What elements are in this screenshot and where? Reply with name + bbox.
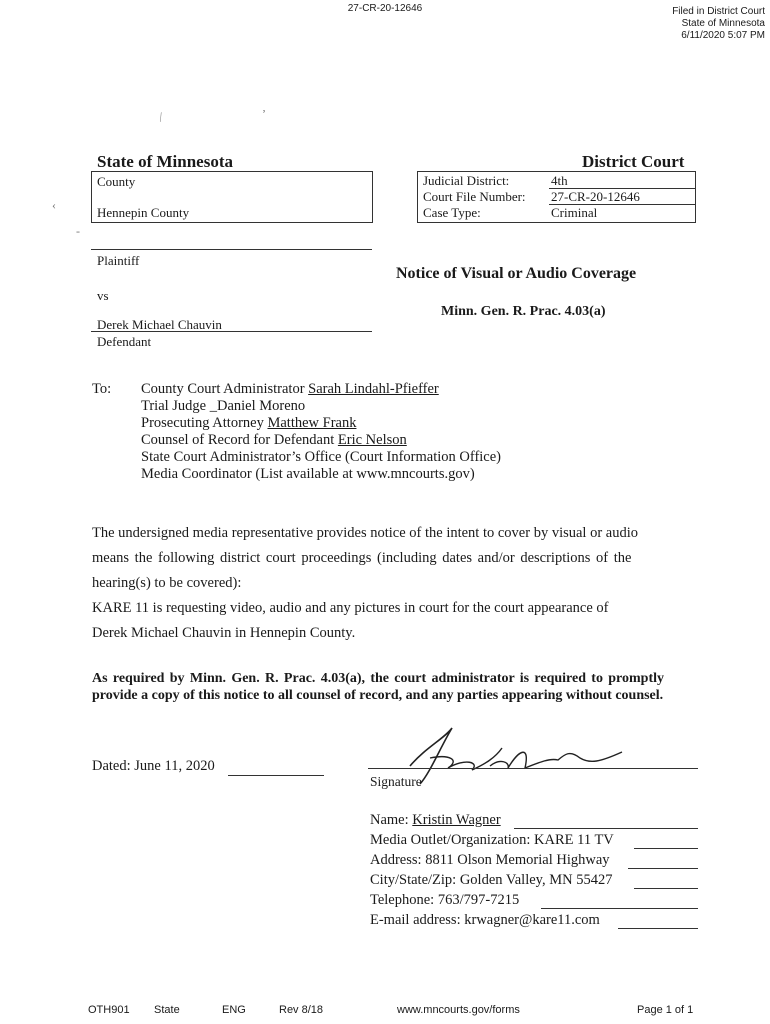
- request-line-1: KARE 11 is requesting video, audio and any pictures in court for the court appearance of: [92, 600, 609, 616]
- judicial-district-label: Judicial District:: [423, 173, 510, 188]
- name-label: Name:: [370, 812, 409, 828]
- dated-label: Dated:: [92, 758, 131, 774]
- recipient-counsel: [141, 432, 501, 449]
- footer: [0, 1004, 770, 1020]
- outlet-label: Media Outlet/Organization:: [370, 832, 531, 848]
- counsel-name: Eric Nelson: [337, 432, 407, 448]
- outlet-row: [370, 830, 614, 850]
- notice-rule: Minn. Gen. R. Prac. 4.03(a): [441, 304, 606, 319]
- outlet-value: KARE 11 TV: [534, 832, 614, 848]
- footer-state: State: [154, 1004, 180, 1016]
- counsel-label: Counsel of Record for Defendant: [141, 432, 335, 448]
- case-info-box: [417, 171, 696, 223]
- vs-label: vs: [97, 288, 109, 303]
- email-label: E-mail address:: [370, 912, 461, 928]
- email-row: [370, 910, 614, 930]
- footer-form-id: OTH901: [88, 1004, 130, 1016]
- address-value: 8811 Olson Memorial Highway: [425, 852, 610, 868]
- signature-image: [390, 718, 630, 790]
- footer-lang: ENG: [222, 1004, 246, 1016]
- recipient-media-coordinator: Media Coordinator (List available at www.mncourts.gov): [141, 466, 475, 482]
- outlet-line: [634, 848, 698, 849]
- county-value: Hennepin County: [97, 205, 190, 220]
- name-line: [514, 828, 698, 829]
- court-title: District Court: [582, 152, 685, 171]
- phone-value: 763/797-7215: [437, 892, 520, 908]
- signature-line: [368, 768, 698, 769]
- address-label: Address:: [370, 852, 422, 868]
- recipient-state-office: State Court Administrator’s Office (Court Information Office): [141, 449, 502, 465]
- scan-mark: ⁄: [156, 110, 166, 124]
- case-type-value: Criminal: [551, 205, 598, 220]
- request-line-2: Derek Michael Chauvin in Hennepin County.: [92, 625, 356, 641]
- email-value: krwagner@kare11.com: [464, 912, 600, 928]
- defendant-label: Defendant: [97, 334, 152, 349]
- filed-line-2: State of Minnesota: [681, 18, 765, 29]
- email-line: [618, 928, 698, 929]
- address-line: [628, 868, 698, 869]
- admin-label: County Court Administrator: [141, 381, 305, 397]
- address-row: [370, 850, 614, 870]
- name-row: [370, 810, 614, 830]
- recipient-admin: [141, 381, 501, 398]
- dated-field: [92, 758, 215, 775]
- to-label: To:: [92, 381, 112, 397]
- filed-stamp: [672, 6, 765, 42]
- recipient-judge: [141, 398, 501, 415]
- filed-line-3: 6/11/2020 5:07 PM: [681, 30, 765, 41]
- phone-row: [370, 890, 614, 910]
- footer-url: www.mncourts.gov/forms: [397, 1004, 520, 1016]
- intro-line-1: The undersigned media representative provides notice of the intent to cover by visual or audio: [92, 525, 638, 541]
- scan-mark: ‚: [262, 100, 266, 114]
- notice-title: Notice of Visual or Audio Coverage: [396, 265, 637, 282]
- requirement-paragraph: As required by Minn. Gen. R. Prac. 4.03(a), the court administrator is required to promptly provide a copy of this notice to all counsel of record, and any parties appearing without counsel.: [92, 671, 664, 703]
- prosecutor-name: Matthew Frank: [267, 415, 357, 431]
- plaintiff-label: Plaintiff: [97, 253, 140, 268]
- intro-paragraph: [92, 521, 672, 646]
- plaintiff-line: [91, 249, 372, 250]
- judicial-district-value: 4th: [551, 173, 568, 188]
- filed-line-1: Filed in District Court: [672, 6, 765, 17]
- dated-value: June 11, 2020: [134, 758, 215, 774]
- name-value: Kristin Wagner: [412, 812, 501, 828]
- recipient-list: [141, 381, 501, 483]
- city-line: [634, 888, 698, 889]
- scan-mark: -: [76, 224, 80, 238]
- footer-rev: Rev 8/18: [279, 1004, 324, 1016]
- intro-line-3: hearing(s) to be covered):: [92, 575, 242, 591]
- court-file-value: 27-CR-20-12646: [551, 189, 640, 204]
- county-box: [91, 171, 373, 223]
- admin-name: Sarah Lindahl-Pfieffer: [308, 381, 439, 397]
- county-label: County: [97, 174, 136, 189]
- intro-line-2: means the following district court proceedings (including dates and/or descriptions of the: [92, 550, 632, 566]
- defendant-name: Derek Michael Chauvin: [97, 317, 222, 332]
- phone-label: Telephone:: [370, 892, 435, 908]
- signature-label: Signature: [370, 774, 422, 789]
- judge-name: _Daniel Moreno: [209, 398, 306, 414]
- case-number-header: 27-CR-20-12646: [347, 3, 423, 14]
- phone-line: [541, 908, 698, 909]
- city-label: City/State/Zip:: [370, 872, 457, 888]
- judge-label: Trial Judge: [141, 398, 207, 414]
- footer-page: Page 1 of 1: [637, 1004, 694, 1016]
- city-value: Golden Valley, MN 55427: [459, 872, 613, 888]
- prosecutor-label: Prosecuting Attorney: [141, 415, 264, 431]
- scan-mark: ‹: [52, 198, 56, 212]
- state-title: State of Minnesota: [97, 152, 233, 171]
- recipient-prosecutor: [141, 415, 501, 432]
- court-file-label: Court File Number:: [423, 189, 526, 204]
- case-type-label: Case Type:: [423, 205, 481, 220]
- city-row: [370, 870, 614, 890]
- dated-line: [228, 775, 324, 776]
